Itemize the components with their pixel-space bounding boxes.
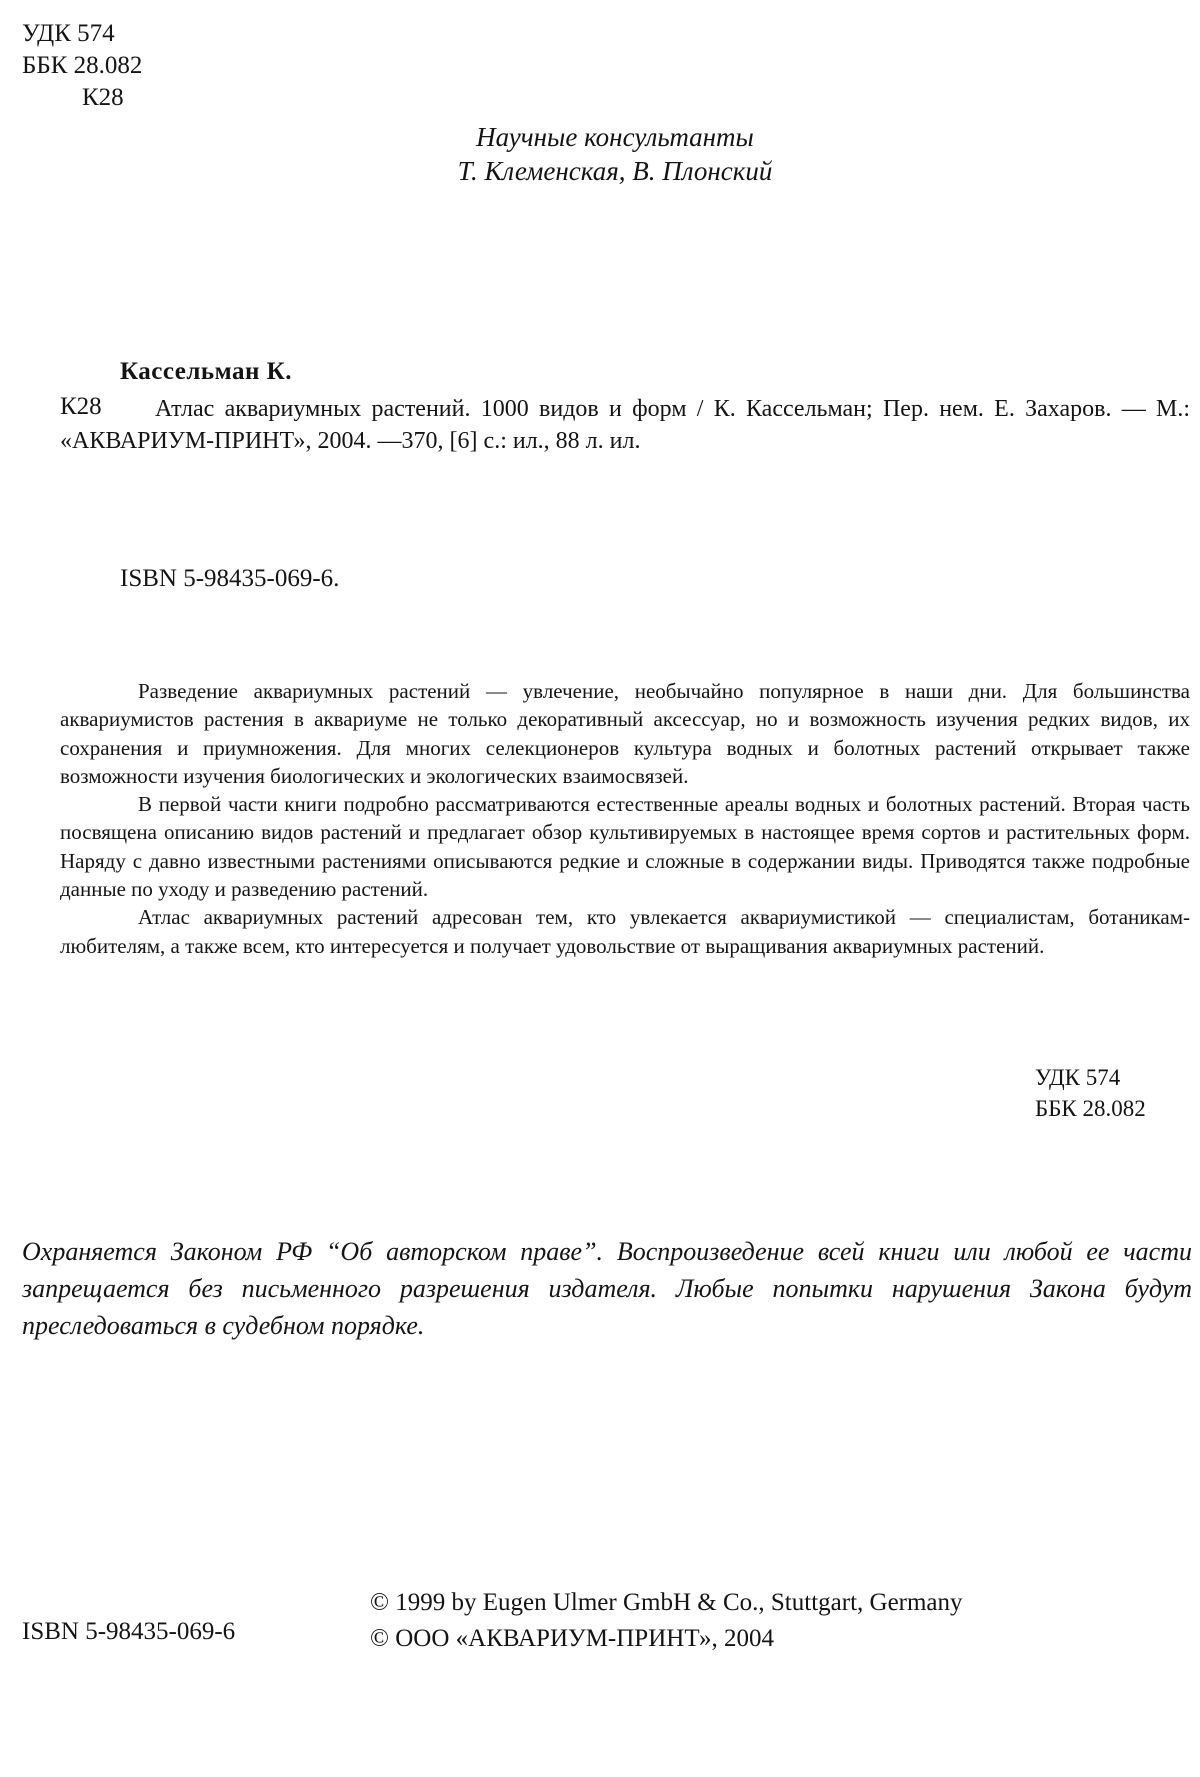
copyright-original-publisher: © 1999 by Eugen Ulmer GmbH & Co., Stuttgart, Germany: [370, 1589, 963, 1616]
copyright-notice: Охраняется Законом РФ “Об авторском праве”. Воспроизведение всей книги или любой ее части запрещается без письменного разрешения издателя. Любые попытки нарушения Закона будут преследоваться в судебном порядке.: [22, 1237, 1192, 1340]
scientific-consultants: [300, 120, 930, 188]
bibliographic-description: Атлас аквариумных растений. 1000 видов и форм / К. Кассельман; Пер. нем. Е. Захаров. — М.: «АКВАРИУМ-ПРИНТ», 2004. —370, [6] с.: ил., 88 л. ил.: [60, 396, 1190, 454]
footer-isbn: ISBN 5-98435-069-6: [22, 1618, 236, 1645]
book-abstract: [60, 677, 1190, 960]
bbk-code: ББК 28.082: [22, 52, 143, 79]
catalog-author: Кассельман К.: [120, 358, 293, 385]
consultants-names: Т. Клеменская, В. Плонский: [457, 156, 773, 186]
abstract-paragraph: В первой части книги подробно рассматриваются естественные ареалы водных и болотных растений. Вторая часть посвящена описанию видов растений и предлагает обзор культивируемых в настоящее время сортов и растительных форм. Наряду с давно известными растениями описываются редкие и сложные в содержании виды. Приводятся также подробные данные по уходу и разведению растений.: [60, 792, 1190, 902]
copyright-lines: [370, 1585, 963, 1657]
catalog-author-mark: К28: [60, 393, 102, 420]
copyright-russian-publisher: © ООО «АКВАРИУМ-ПРИНТ», 2004: [370, 1625, 774, 1652]
udk-code: УДК 574: [22, 20, 115, 47]
udk-code: УДК 574: [1035, 1065, 1121, 1090]
classification-right: [1035, 1062, 1146, 1124]
abstract-paragraph: Атлас аквариумных растений адресован тем, кто увлекается аквариумистикой — специалистам, ботаникам-любителям, а также всем, кто интересуется и получает удовольствие от выращивания аквариумных растений.: [60, 905, 1190, 958]
author-mark: К28: [82, 84, 124, 111]
abstract-paragraph: Разведение аквариумных растений — увлечение, необычайно популярное в наши дни. Для большинства аквариумистов растения в аквариуме не только декоративный аксессуар, но и возможность изучения редких видов, их сохранения и приумножения. Для многих селекционеров культура водных и болотных растений открывает также возможности изучения биологических и экологических взаимосвязей.: [60, 679, 1190, 788]
bbk-code: ББК 28.082: [1035, 1096, 1146, 1121]
consultants-heading: Научные консультанты: [476, 122, 754, 152]
classification-top: [22, 18, 142, 114]
catalog-isbn: ISBN 5-98435-069-6.: [120, 565, 340, 592]
